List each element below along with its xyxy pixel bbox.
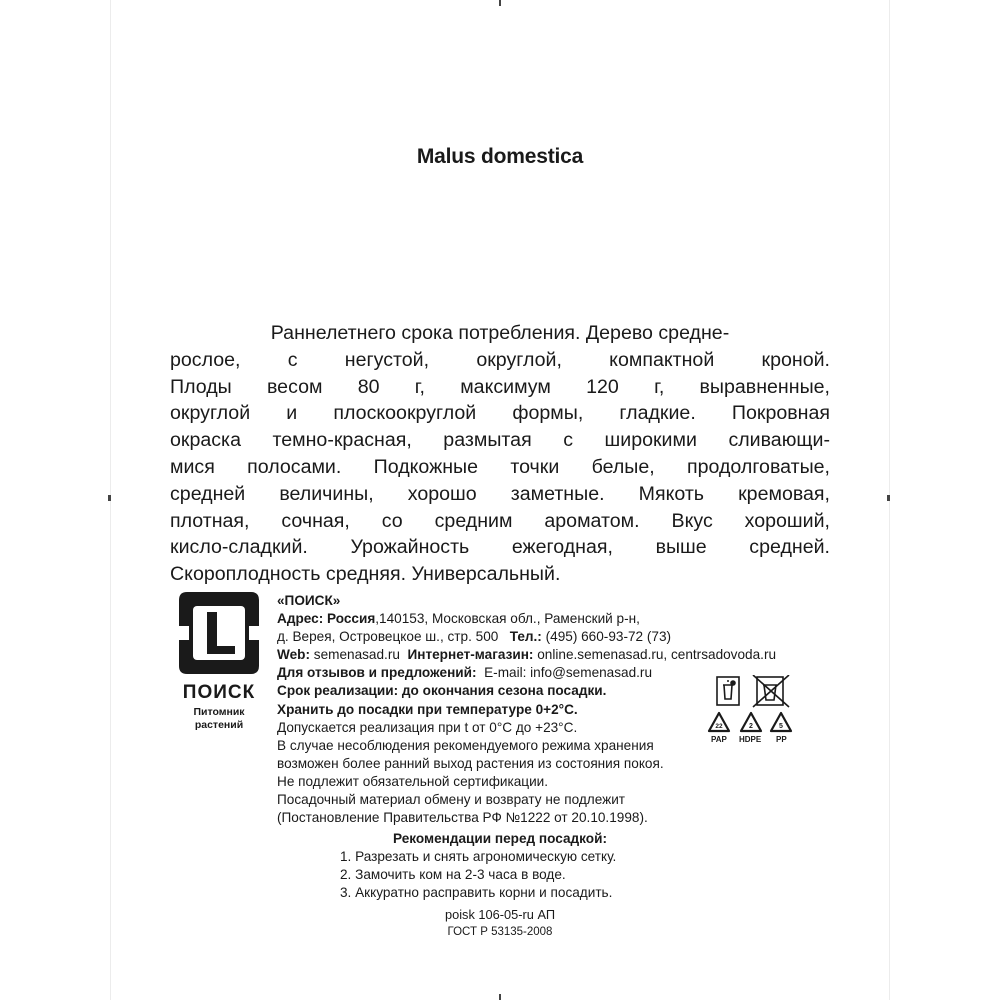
address-phone-line [277,628,837,646]
web-label: Web: [277,647,310,663]
address-label: Адрес: [277,611,324,627]
article-code: poisk 106-05-ru АП [444,907,556,922]
variety-description [170,320,830,588]
address-country: Россия [327,611,376,627]
list-item: 2. Замочить ком на 2-3 часа в воде. [340,867,566,883]
allowed-temperature: Допускается реализация при t от 0°С до +23°С. [277,719,578,735]
logo-name: ПОИСК [182,682,256,703]
recycle-code-label: PP [776,735,787,744]
web-line [277,646,837,664]
description-line: средней величины, хорошо заметные. Мякоть кремовая, [170,482,830,505]
storage-warning: возможен более ранний выход растения из состояния покоя. [277,755,664,771]
trash-bin-icon [717,677,739,705]
crop-mark-top [499,0,501,6]
description-line: окраска темно-красная, размытая с широкими сливающи- [170,429,830,452]
no-litter-icon [753,675,789,707]
storage-warning: В случае несоблюдения рекомендуемого режима хранения [277,737,654,753]
shop-link[interactable]: online.semenasad.ru, centrsadovoda.ru [537,647,777,663]
description-line: Скороплодность средняя. Универсальный. [170,563,561,586]
crop-mark-right [887,495,890,501]
phone-label: Тел.: [509,629,542,645]
certification-note: Не подлежит обязательной сертификации. [277,773,549,789]
species-title: Malus domestica [416,145,584,168]
logo-subtitle-line: растений [194,718,244,731]
return-note: (Постановление Правительства РФ №1222 от 20.10.1998). [277,810,648,826]
recycle-code-number: 2 [749,723,753,730]
recycle-code-label: PAP [711,735,727,744]
description-line: Раннелетнего срока потребления. Дерево средне- [270,322,730,344]
storage-temperature: Хранить до посадки при температуре 0+2°С. [277,701,578,717]
description-line: кисло-сладкий. Урожайность ежегодная, выше средней. [170,536,830,559]
company-logo [174,590,264,731]
recommendations-title: Рекомендации перед посадкой: [392,831,607,846]
sale-period: Срок реализации: до окончания сезона посадки. [277,683,607,699]
phone-number: (495) 660-93-72 (73) [545,629,672,645]
shop-label: Интернет-магазин: [407,647,534,663]
recycle-code-label: HDPE [739,735,762,744]
list-item: 3. Аккуратно расправить корни и посадить. [340,885,613,901]
feedback-label: Для отзывов и предложений: [277,665,477,681]
recycle-code-number: 22 [715,723,723,730]
logo-mark-icon [177,590,261,676]
description-line: плотная, сочная, со средним ароматом. Вкус хороший, [170,509,830,532]
address-line [277,610,837,628]
email-link[interactable]: E-mail: info@semenasad.ru [484,665,653,681]
address-rest: ,140153, Московская обл., Раменский р-н, [375,611,640,627]
gost-code: ГОСТ Р 53135-2008 [447,926,553,938]
list-item: 1. Разрезать и снять агрономическую сетку. [340,849,617,865]
return-note: Посадочный материал обмену и возврату не подлежит [277,792,626,808]
description-line: мися полосами. Подкожные точки белые, продолговатые, [170,455,830,478]
planting-recommendations [0,830,1000,902]
recycle-code-number: 5 [779,723,783,730]
web-link[interactable]: semenasad.ru [313,647,400,663]
recycling-marks [705,675,801,751]
description-line: Плоды весом 80 г, максимум 120 г, выравненные, [170,375,830,398]
company-name: «ПОИСК» [277,593,341,608]
logo-subtitle-line: Питомник [193,706,245,718]
description-line: округлой и плоскоокруглой формы, гладкие. Покровная [170,402,830,425]
description-line: рослое, с негустой, округлой, компактной кроной. [170,348,830,371]
crop-mark-bottom [499,994,501,1000]
logo-subtitle [174,706,264,731]
crop-mark-left [108,495,111,501]
address-line2: д. Верея, Островецкое ш., стр. 500 [277,629,499,645]
recommendations-list [340,848,1000,902]
